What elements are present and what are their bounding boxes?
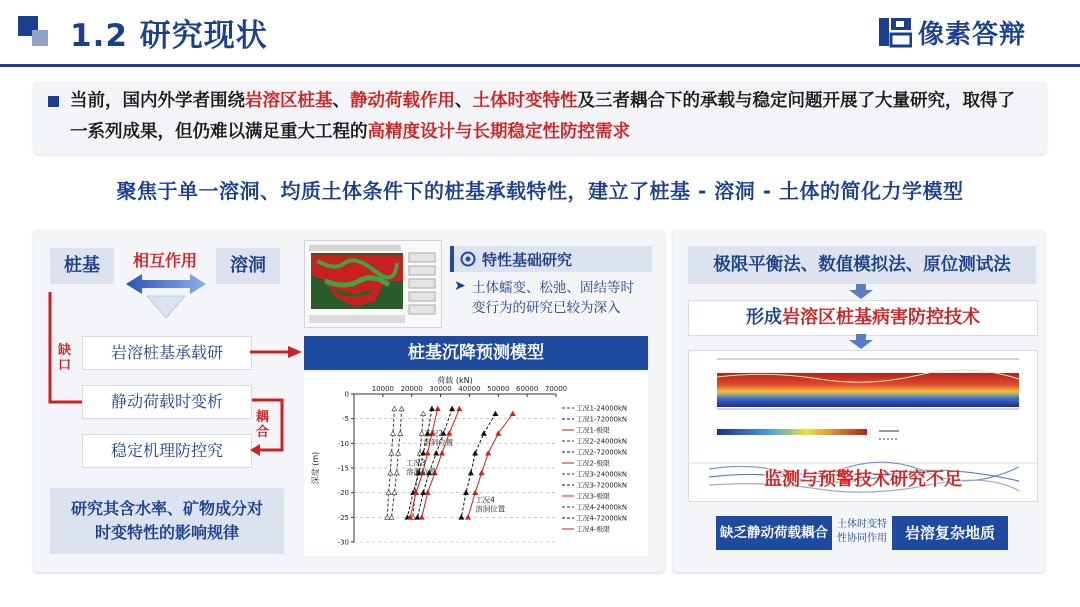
chart-y-tick-label: -25 — [337, 513, 349, 522]
to-model-arrow-icon — [250, 344, 304, 360]
chart-x-tick-label: 30000 — [429, 385, 452, 393]
chart-point — [421, 411, 426, 416]
study-item-bearing: 岩溶桩基承载研 — [82, 336, 252, 370]
title-divider — [0, 64, 1080, 67]
chart-legend-item: 工况1-24000kN — [576, 404, 628, 413]
chart-point — [486, 451, 491, 456]
chart-legend-item: 工况1-72000kN — [576, 415, 628, 424]
chart-annotation: 工况4 — [475, 495, 495, 505]
chart-legend-item: 工况3-72000kN — [576, 481, 628, 490]
feature-text: 土体蠕变、松弛、固结等时变行为的研究已较为深入 — [472, 280, 634, 316]
chart-x-tick-label: 10000 — [371, 385, 394, 393]
chart-legend-item: 工况4-72000kN — [576, 514, 628, 523]
coupling-label: 耦合 — [256, 410, 270, 440]
chart-point — [389, 515, 394, 520]
down-arrow-icon — [145, 294, 187, 320]
chevron-right-icon: ➤ — [454, 278, 466, 294]
brand-name: 像素答辩 — [918, 19, 1027, 50]
chart-x-tick-label: 20000 — [400, 385, 423, 393]
interaction-label: 相互作用 — [132, 251, 197, 270]
summary-box: 研究其含水率、矿物成分对时变特性的影响规律 — [50, 488, 284, 554]
cave-label: 溶洞 — [216, 248, 280, 284]
chart-point — [419, 515, 424, 520]
chart-annotation: 工况2 — [423, 428, 444, 438]
intro-text: 当前，国内外学者围绕岩溶区桩基、静动荷载作用、土体时变特性及三者耦合下的承载与稳定问题开展了大量研究，取得了一系列成果，但仍难以满足重大工程的高精度设计与长期稳定性防控需求 — [70, 91, 1015, 142]
tech-box: 形成岩溶区桩基病害防控技术 — [688, 300, 1038, 336]
chart-point — [425, 490, 430, 495]
page-title: 1.2 研究现状 — [70, 18, 268, 54]
chart-point — [421, 490, 426, 495]
chart-x-tick-label: 70000 — [544, 385, 568, 393]
pile-label: 桩基 — [50, 248, 114, 284]
chart-legend-item: 工况2-72000kN — [576, 448, 628, 457]
chart-legend-item: 工况2-24000kN — [576, 437, 628, 446]
chart-y-tick-label: -30 — [337, 538, 349, 547]
model-title-bar: 桩基沉降预测模型 — [304, 336, 648, 370]
interaction-arrow-icon — [120, 272, 212, 296]
focus-statement: 聚焦于单一溶洞、均质土体条件下的桩基承载特性，建立了桩基 - 溶洞 - 土体的简化力学模型 — [116, 179, 964, 203]
chart-point — [394, 470, 399, 475]
warning-text: 监测与预警技术研究不足 — [764, 469, 962, 490]
chart-point — [399, 406, 404, 411]
chart-point — [388, 470, 393, 475]
target-icon — [460, 251, 476, 267]
chart-point — [479, 470, 484, 475]
model-screenshot-image — [305, 241, 441, 327]
chart-legend-item: 工况4-24000kN — [576, 503, 628, 512]
chart-point — [398, 431, 403, 436]
chart-point — [385, 515, 390, 520]
chart-point — [510, 411, 515, 416]
chart-point — [392, 490, 397, 495]
chart-y-tick-label: 0 — [344, 390, 349, 399]
chart-point — [392, 406, 397, 411]
chart-annotation: 溶洞位置 — [405, 467, 436, 477]
chart-point — [447, 431, 452, 436]
chart-y-tick-label: -10 — [337, 439, 349, 448]
chart-point — [457, 406, 462, 411]
chart-point — [425, 451, 430, 456]
chart-point — [463, 490, 468, 495]
chart-series-line — [422, 409, 460, 518]
chart-legend-item: 工况3-24000kN — [576, 470, 628, 479]
model-screenshot — [304, 240, 442, 328]
study-item-load: 静动荷载时变析 — [82, 385, 252, 419]
chart-x-tick-label: 60000 — [516, 385, 539, 393]
chart-x-tick-label: 40000 — [458, 385, 481, 393]
chart-point — [396, 451, 401, 456]
chart-point — [421, 451, 426, 456]
chart-point — [450, 406, 455, 411]
coupling-mid-label: 土体时变特性协同作用 — [837, 519, 887, 544]
chart-point — [440, 451, 445, 456]
feature-title: 特性基础研究 — [482, 251, 573, 269]
chart-point — [459, 515, 464, 520]
chart-point — [468, 470, 473, 475]
chart-point — [415, 515, 420, 520]
chip-karst-geology: 岩溶复杂地质 — [892, 516, 1008, 550]
chart-point — [481, 431, 486, 436]
chart-point — [473, 451, 478, 456]
chart-x-tick-label: 50000 — [487, 385, 510, 393]
chart-point — [493, 411, 498, 416]
chart-legend-item: 工况2-极限 — [576, 459, 610, 468]
chart-point — [389, 451, 394, 456]
intro-box — [34, 82, 1046, 154]
header-bar — [0, 0, 1080, 66]
settlement-chart-svg — [304, 372, 648, 556]
methods-box: 极限平衡法、数值模拟法、原位测试法 — [688, 246, 1036, 284]
down-arrow-icon — [848, 334, 874, 350]
chart-x-label: 荷载 (kN) — [437, 376, 473, 385]
chip-static-dynamic: 缺乏静动荷载耦合 — [716, 516, 832, 550]
chart-point — [435, 406, 440, 411]
chart-y-tick-label: -5 — [342, 415, 349, 424]
chart-y-tick-label: -15 — [337, 464, 349, 473]
chart-y-label: 深度 (m) — [311, 451, 320, 485]
chart-annotation: 溶洞位置 — [423, 437, 454, 447]
chart-legend-item: 工况4-极限 — [576, 525, 610, 534]
chart-point — [390, 431, 395, 436]
chart-point — [465, 515, 470, 520]
chart-point — [434, 451, 439, 456]
chart-legend-item: 工况3-极限 — [576, 492, 610, 501]
title-logo-squares — [18, 16, 48, 46]
brand-logo — [878, 12, 1026, 52]
chart-point — [429, 406, 434, 411]
monitoring-figure — [688, 350, 1038, 502]
feature-header — [450, 246, 652, 272]
intro-bullet-icon — [48, 96, 59, 107]
down-arrow-icon — [848, 284, 874, 300]
chart-legend-item: 工况1-极限 — [576, 426, 610, 435]
study-item-stability: 稳定机理防控究 — [82, 434, 252, 468]
chart-annotation: 工况3 — [405, 458, 426, 468]
chart-point — [473, 490, 478, 495]
chart-y-tick-label: -20 — [337, 489, 349, 498]
chart-annotation: 溶洞位置 — [475, 504, 506, 514]
settlement-chart — [304, 372, 648, 556]
chart-point — [386, 490, 391, 495]
gap-label: 缺口 — [58, 343, 72, 373]
brand-mark-icon — [878, 15, 912, 49]
